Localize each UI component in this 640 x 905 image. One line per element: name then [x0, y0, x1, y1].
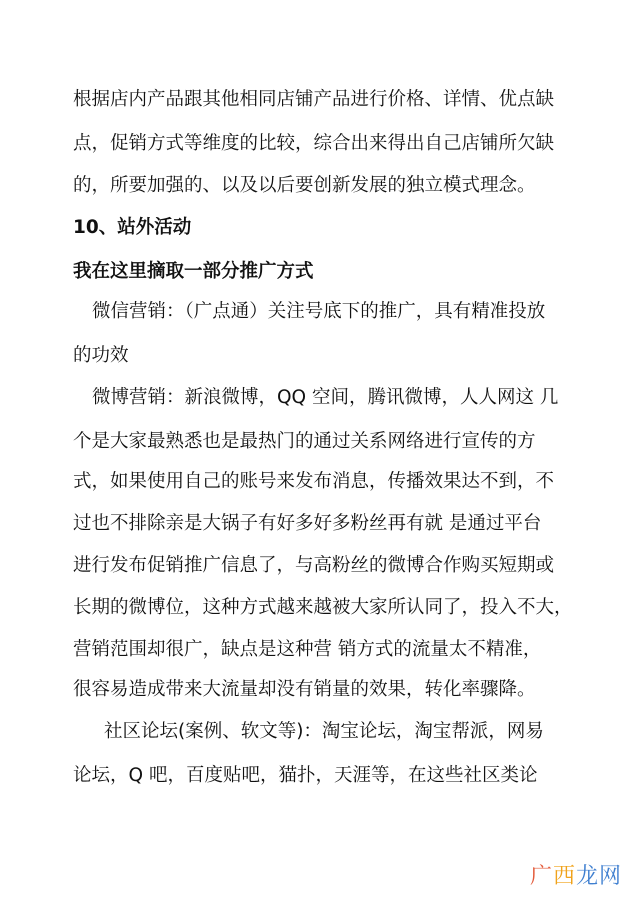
line-text: 过也不排除亲是大锅子有好多好多粉丝再有就 是通过平台 [73, 513, 542, 534]
line-text: 营销范围却很广，缺点是这种营 销方式的流量太不精准， [73, 639, 542, 660]
line-text: 的，所要加强的、以及以后要创新发展的独立模式理念。 [73, 175, 536, 196]
line-text: 很容易造成带来大流量却没有销量的效果，转化率骤降。 [73, 679, 536, 700]
line-text: 论坛，Q 吧，百度贴吧，猫扑，天涯等，在这些社区类论 [73, 765, 538, 786]
line-text: 点，促销方式等维度的比较，综合出来得出自己店铺所欠缺 [73, 133, 555, 154]
line-text: 根据店内产品跟其他相同店铺产品进行价格、详情、优点缺 [73, 89, 555, 110]
line-text: 微博营销：新浪微博，QQ 空间，腾讯微博，人人网这 几 [92, 387, 559, 408]
watermark-part-3: 龙网 [575, 864, 622, 889]
subheading-text: 我在这里摘取一部分推广方式 [73, 261, 314, 282]
watermark-part-1: 广 [529, 864, 553, 889]
line-text: 的功效 [73, 345, 129, 366]
watermark-part-2: 西 [552, 864, 576, 889]
line-text: 微信营销：（广点通）关注号底下的推广，具有精准投放 [92, 301, 546, 322]
site-watermark [530, 863, 622, 891]
line-text: 进行发布促销推广信息了，与高粉丝的微博合作购买短期或 [73, 555, 555, 576]
line-text: 式，如果使用自己的账号来发布消息，传播效果达不到，不 [73, 471, 555, 492]
line-text: 长期的微博位，这种方式越来越被大家所认同了，投入不大， [73, 597, 573, 618]
section-heading-text: 10、站外活动 [73, 217, 192, 238]
line-text: 个是大家最熟悉也是最热门的通过关系网络进行宣传的方 [73, 431, 536, 452]
line-text: 社区论坛(案例、软文等)：淘宝论坛，淘宝帮派，网易 [104, 721, 544, 742]
